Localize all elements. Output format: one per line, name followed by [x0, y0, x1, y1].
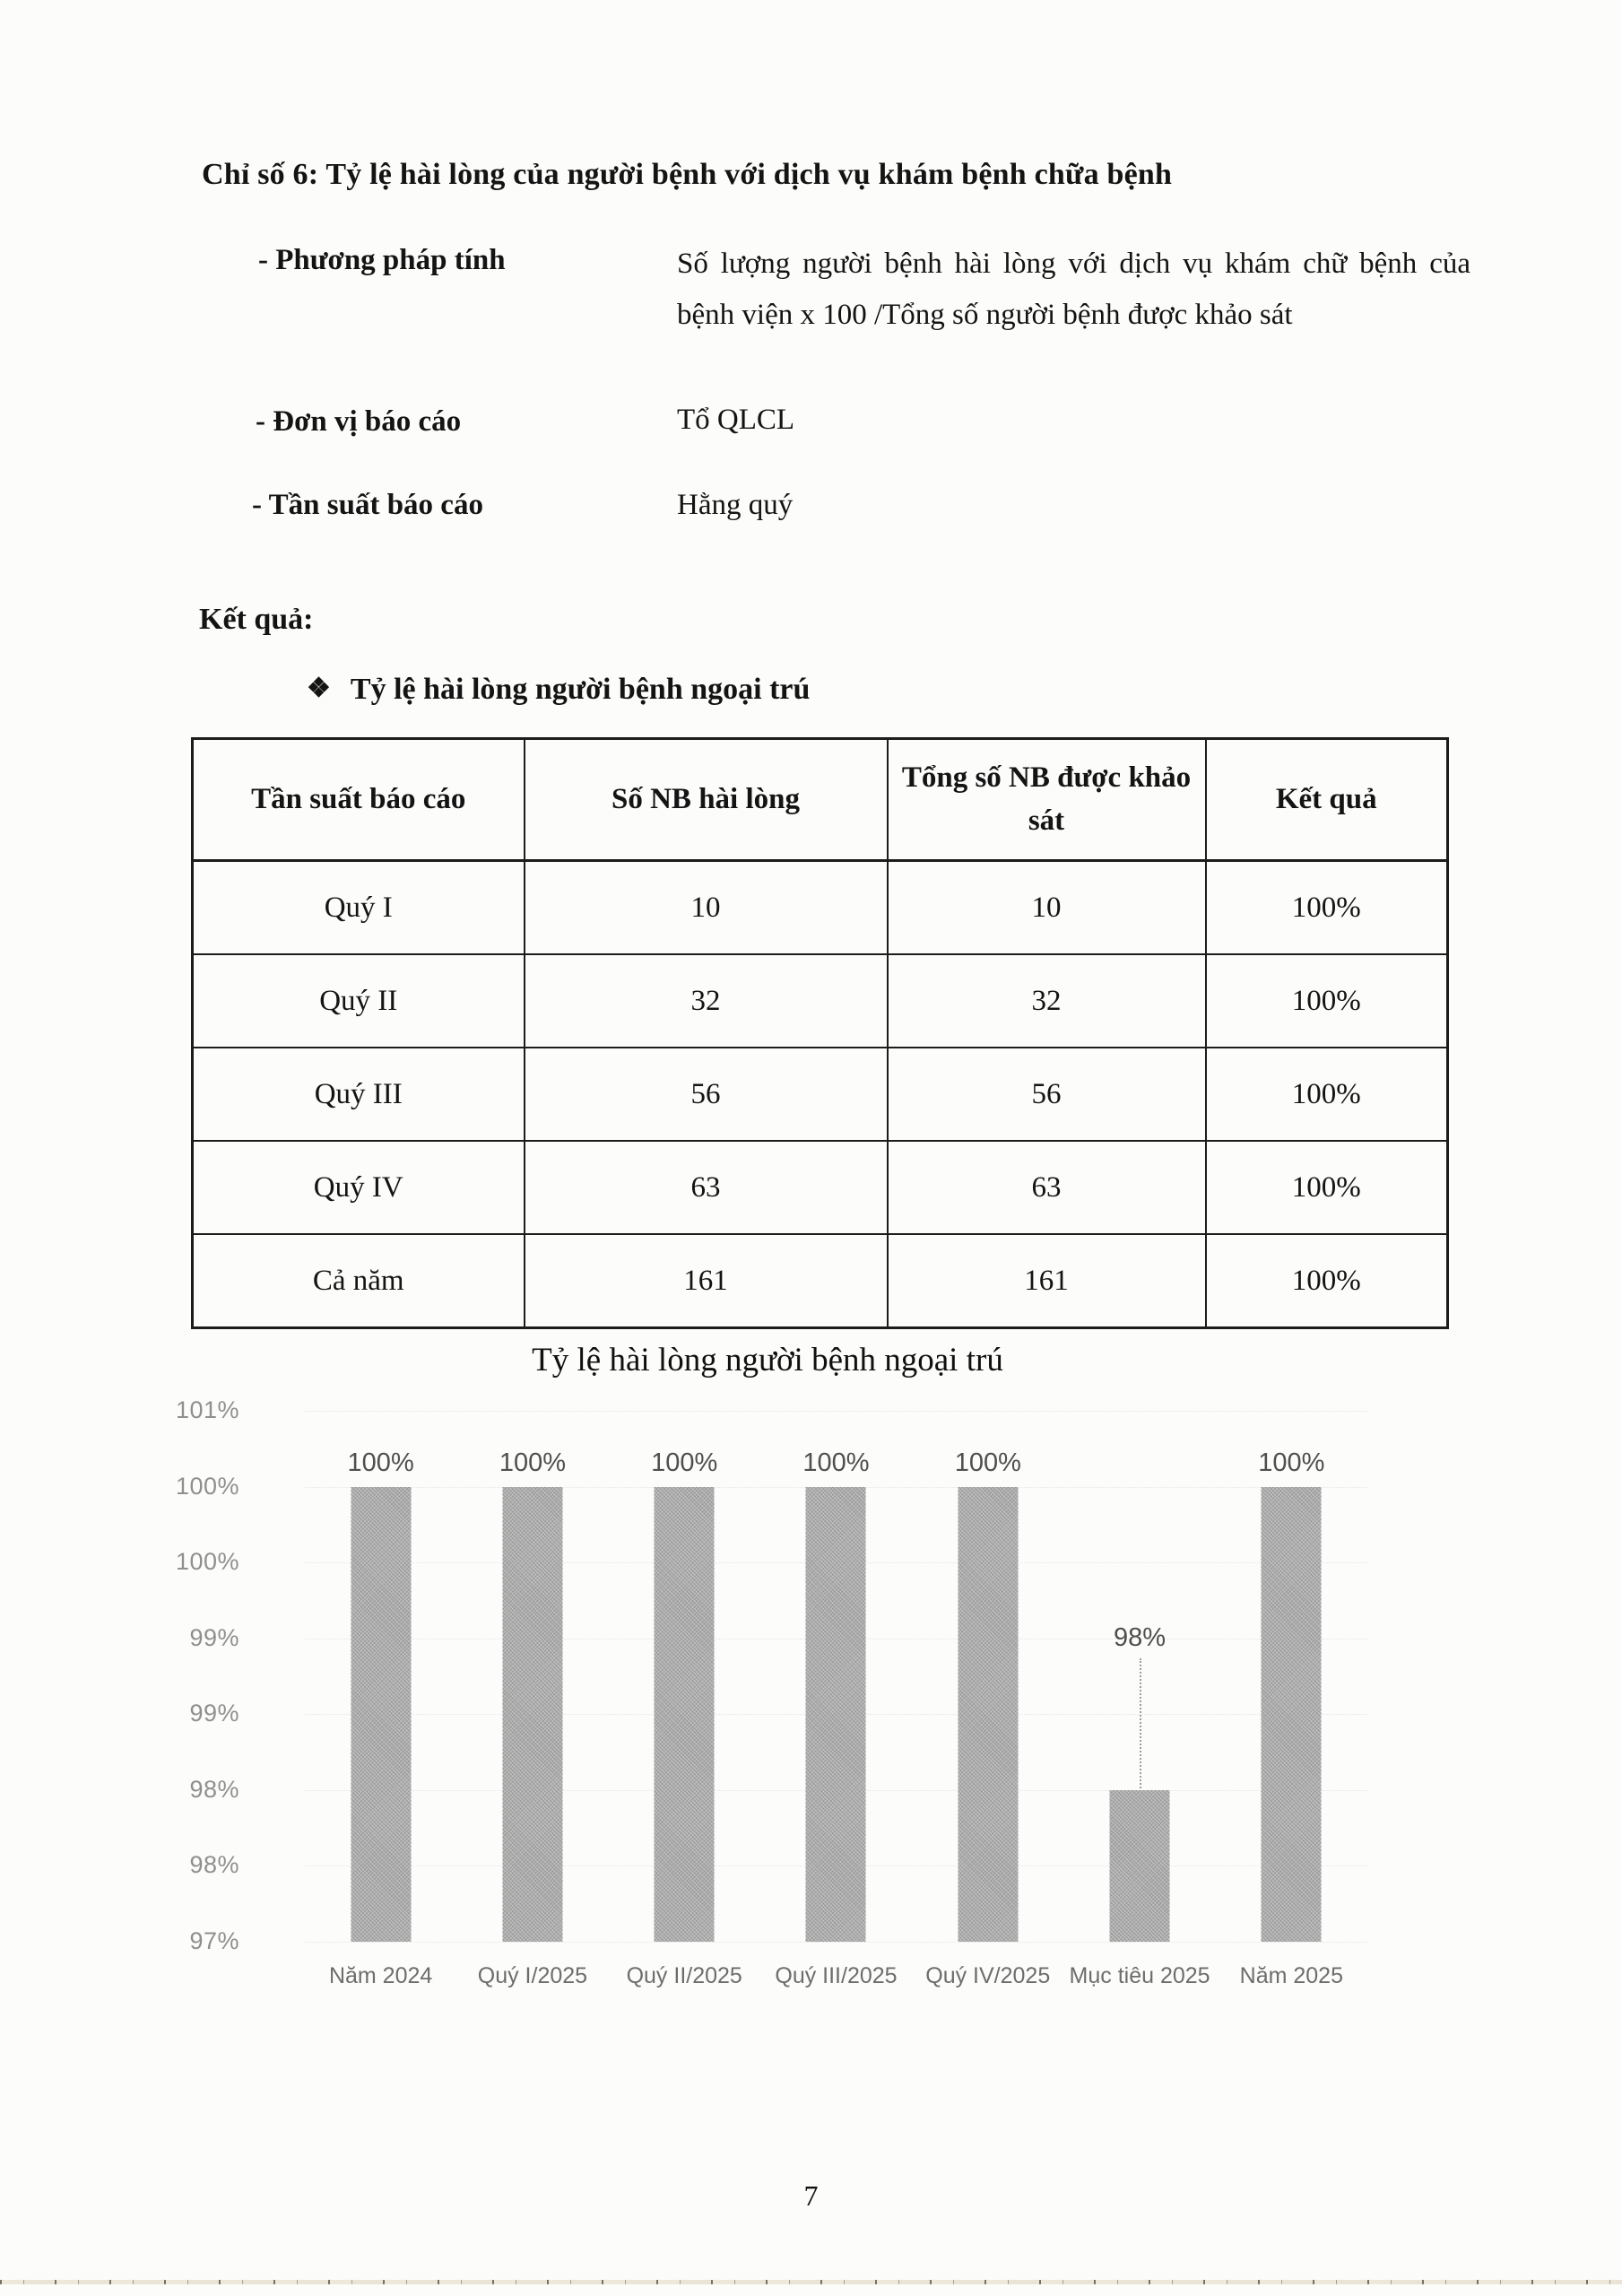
- results-bullet: [307, 673, 810, 707]
- bar-7: [1262, 1487, 1322, 1942]
- y-axis-tick-label: 99%: [189, 1700, 239, 1727]
- data-label-leader-line: [1140, 1658, 1141, 1788]
- report-frequency-value: Hằng quý: [677, 489, 794, 521]
- x-axis-label: Quý III/2025: [775, 1963, 898, 1988]
- table-cell: 10: [525, 861, 888, 955]
- report-frequency-label: - Tần suất báo cáo: [252, 489, 483, 521]
- chart-title: Tỷ lệ hài lòng người bệnh ngoại trú: [532, 1342, 1003, 1378]
- table-cell: 161: [525, 1234, 888, 1328]
- scan-edge-artifact: [0, 2280, 1622, 2284]
- x-axis-label: Năm 2025: [1239, 1963, 1343, 1988]
- bar-data-label: 100%: [1258, 1448, 1325, 1477]
- table-header-row: [193, 739, 1448, 861]
- table-cell: Quý IV: [193, 1141, 525, 1234]
- bar-slot: [1063, 1411, 1215, 1942]
- x-axis-label: Năm 2024: [328, 1963, 433, 1988]
- results-heading: Kết quả:: [199, 603, 314, 636]
- bar-1: [351, 1487, 411, 1942]
- method-value: Số lượng người bệnh hài lòng với dịch vụ khám chữ bệnh của bệnh viện x 100 /Tổng số người bệnh được khảo sát: [677, 248, 1470, 331]
- table-cell: 161: [888, 1234, 1206, 1328]
- bar-5: [958, 1487, 1018, 1942]
- table-cell: 56: [888, 1048, 1206, 1141]
- table-row: [193, 861, 1448, 955]
- table-row: [193, 954, 1448, 1048]
- table-header-cell: Tổng số NB được khảo sát: [888, 739, 1206, 861]
- table-header-cell: Tần suất báo cáo: [193, 739, 525, 861]
- y-axis-tick-label: 100%: [175, 1472, 239, 1500]
- bar-slot: [912, 1411, 1063, 1942]
- page-number: 7: [803, 2179, 819, 2212]
- bar-data-label: 100%: [347, 1448, 414, 1477]
- table-cell: 100%: [1206, 1234, 1448, 1328]
- table-cell: 100%: [1206, 861, 1448, 955]
- y-axis-tick-label: 98%: [189, 1775, 239, 1803]
- table-cell: 100%: [1206, 1141, 1448, 1234]
- bar-4: [806, 1487, 866, 1942]
- y-axis-tick-label: 100%: [175, 1548, 239, 1576]
- table-cell: 63: [525, 1141, 888, 1234]
- x-axis-label: Quý IV/2025: [925, 1963, 1051, 1988]
- bar-data-label: 100%: [802, 1448, 870, 1477]
- table-row: [193, 1234, 1448, 1328]
- gridline: [305, 1942, 1367, 1943]
- table-cell: 100%: [1206, 954, 1448, 1048]
- bar-3: [655, 1487, 715, 1942]
- x-axis-label: Quý II/2025: [626, 1963, 742, 1988]
- table-cell: 32: [525, 954, 888, 1048]
- table-cell: Quý II: [193, 954, 525, 1048]
- chart-plot-area: [305, 1411, 1367, 1942]
- table-header-cell: Số NB hài lòng: [525, 739, 888, 861]
- method-label: - Phương pháp tính: [258, 244, 506, 276]
- bar-6: [1110, 1790, 1170, 1942]
- section-title: Chỉ số 6: Tỷ lệ hài lòng của người bệnh với dịch vụ khám bệnh chữa bệnh: [202, 158, 1173, 191]
- y-axis-tick-label: 99%: [189, 1623, 239, 1651]
- bar-slot: [456, 1411, 608, 1942]
- table-header-cell: Kết quả: [1206, 739, 1448, 861]
- table-cell: Quý I: [193, 861, 525, 955]
- bar-data-label: 98%: [1114, 1623, 1167, 1652]
- y-axis-tick-label: 101%: [175, 1396, 239, 1423]
- x-axis-label: Quý I/2025: [477, 1963, 588, 1988]
- table-cell: Quý III: [193, 1048, 525, 1141]
- y-axis-tick-label: 97%: [189, 1927, 239, 1954]
- table-cell: 56: [525, 1048, 888, 1141]
- table-row: [193, 1141, 1448, 1234]
- x-axis-labels: [305, 1963, 1367, 1989]
- x-axis-label: Mục tiêu 2025: [1069, 1963, 1210, 1988]
- bar-slot: [305, 1411, 456, 1942]
- table-cell: 32: [888, 954, 1206, 1048]
- satisfaction-table: [191, 737, 1449, 1329]
- report-unit-value: Tổ QLCL: [677, 404, 795, 436]
- table-cell: 100%: [1206, 1048, 1448, 1141]
- diamond-bullet-icon: ❖: [307, 674, 331, 703]
- bar-slot: [609, 1411, 760, 1942]
- table-cell: 63: [888, 1141, 1206, 1234]
- table-cell: Cả năm: [193, 1234, 525, 1328]
- bar-chart: [139, 1341, 1396, 2005]
- bar-data-label: 100%: [954, 1448, 1021, 1477]
- bar-slot: [760, 1411, 912, 1942]
- results-bullet-text: Tỷ lệ hài lòng người bệnh ngoại trú: [350, 673, 811, 706]
- report-unit-label: - Đơn vị báo cáo: [256, 405, 462, 438]
- bar-slot: [1216, 1411, 1367, 1942]
- bar-data-label: 100%: [499, 1448, 567, 1477]
- bar-data-label: 100%: [651, 1448, 718, 1477]
- bar-2: [502, 1487, 562, 1942]
- table-row: [193, 1048, 1448, 1141]
- y-axis-tick-label: 98%: [189, 1851, 239, 1879]
- table-cell: 10: [888, 861, 1206, 955]
